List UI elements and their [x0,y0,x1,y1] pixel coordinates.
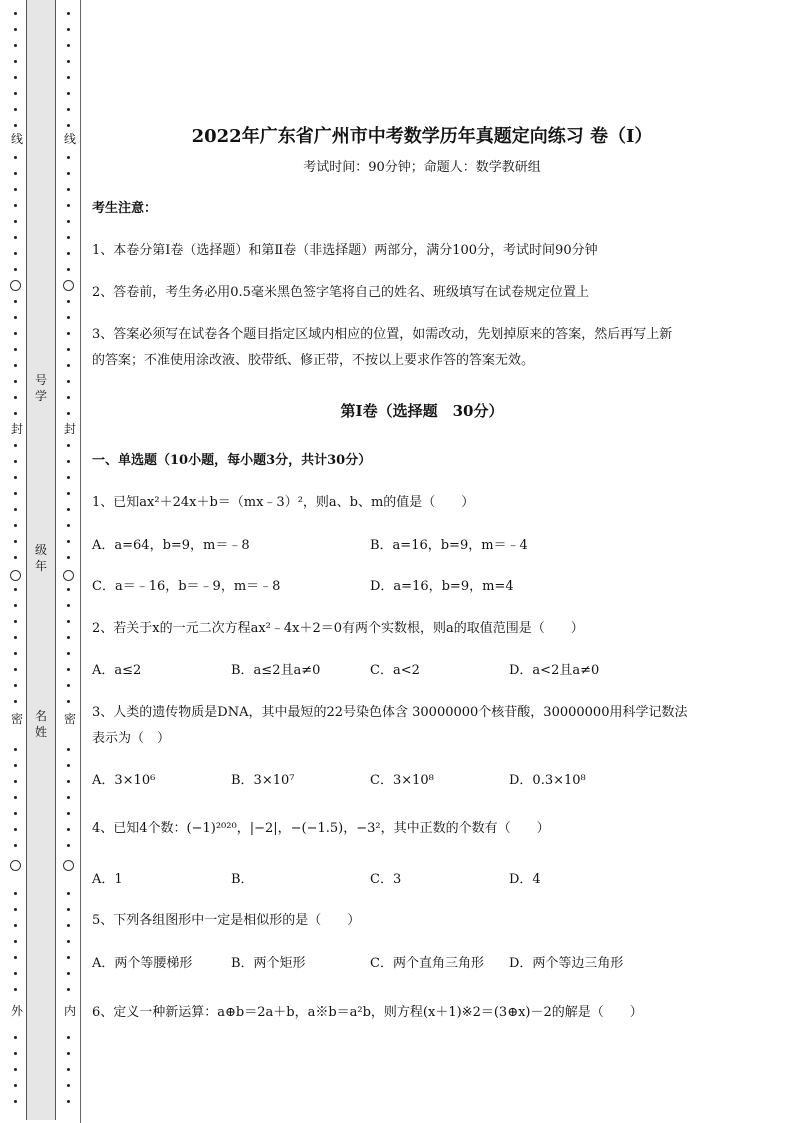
margin-border-line [80,0,81,1123]
margin-dot [14,556,17,559]
margin-dot [67,1100,70,1103]
margin-dot [67,972,70,975]
margin-dot [14,108,17,111]
margin-circle-icon [63,860,74,871]
margin-dot [14,460,17,463]
margin-dot [67,44,70,47]
question-1-option-c[interactable]: C．a＝﹣16，b＝﹣9，m＝﹣8 [92,579,281,594]
margin-dot [14,28,17,31]
question-4-option-d[interactable]: D．4 [509,872,541,887]
question-3-stem: 3、人类的遗传物质是DNA，其中最短的22号染色体含 30000000个核苷酸，30000000用科学记数法 [92,705,688,720]
margin-dot [14,188,17,191]
margin-dot [14,700,17,703]
margin-dot [14,524,17,527]
margin-dot [67,684,70,687]
margin-dot [14,1052,17,1055]
margin-dot [67,956,70,959]
margin-dot [67,188,70,191]
question-3-option-c[interactable]: C．3×10⁸ [370,773,434,788]
margin-dot [67,396,70,399]
question-2-stem: 2、若关于x的一元二次方程ax²﹣4x＋2＝0有两个实数根，则a的取值范围是（ ） [92,621,584,636]
margin-dot [14,380,17,383]
margin-dot [67,460,70,463]
margin-dot [14,252,17,255]
margin-dot [67,332,70,335]
margin-dot [14,364,17,367]
margin-dot [14,204,17,207]
margin-dot [67,268,70,271]
margin-dot [67,492,70,495]
margin-dot [67,1068,70,1071]
question-2-option-d[interactable]: D．a<2且a≠0 [509,663,600,678]
binding-margin-inner [62,0,76,1123]
field-student-number: 号学 [34,373,47,403]
margin-dot [14,1036,17,1039]
question-1-option-b[interactable]: B．a=16，b=9，m＝﹣4 [370,538,528,553]
margin-dot [67,348,70,351]
margin-dot [67,236,70,239]
exam-info: 考试时间：90分钟；命题人：数学教研组 [303,160,541,175]
margin-circle-icon [63,280,74,291]
margin-dot [67,252,70,255]
question-3-option-d[interactable]: D．0.3×10⁸ [509,773,586,788]
margin-dot [67,556,70,559]
notice-item: 1、本卷分第Ⅰ卷（选择题）和第Ⅱ卷（非选择题）两部分，满分100分，考试时间90分钟 [92,243,598,258]
margin-dot [67,524,70,527]
margin-dot [67,700,70,703]
margin-dot [14,924,17,927]
margin-dot [14,652,17,655]
margin-dot [67,1084,70,1087]
margin-dot [67,508,70,511]
margin-dot [14,636,17,639]
margin-dot [14,316,17,319]
margin-dot [14,764,17,767]
margin-dot [67,796,70,799]
question-5-option-d[interactable]: D．两个等边三角形 [509,956,624,971]
margin-dot [67,76,70,79]
notice-item: 2、答卷前，考生务必用0.5毫米黑色签字笔将自己的姓名、班级填写在试卷规定位置上 [92,285,589,300]
question-3-option-a[interactable]: A．3×10⁶ [92,773,156,788]
margin-dot [67,620,70,623]
margin-dot [14,620,17,623]
margin-label: 内 [63,1004,76,1018]
margin-label: 密 [63,712,76,726]
margin-dot [67,812,70,815]
margin-label: 线 [63,132,76,146]
margin-circle-icon [10,570,21,581]
binding-margin-outer [9,0,23,1123]
margin-dot [14,956,17,959]
margin-dot [67,12,70,15]
margin-dot [14,236,17,239]
section-title: 第Ⅰ卷（选择题 30分） [340,402,504,420]
margin-dot [14,396,17,399]
margin-dot [67,604,70,607]
question-4-option-b[interactable]: B． [231,872,254,887]
margin-dot [14,844,17,847]
margin-dot [67,1052,70,1055]
question-2-option-b[interactable]: B．a≤2且a≠0 [231,663,321,678]
margin-dot [14,76,17,79]
margin-label: 外 [10,1004,23,1018]
question-5-option-b[interactable]: B．两个矩形 [231,956,306,971]
margin-dot [14,60,17,63]
margin-dot [14,92,17,95]
margin-dot [67,1036,70,1039]
margin-dot [14,812,17,815]
margin-dot [67,748,70,751]
margin-dot [67,364,70,367]
margin-dot [67,476,70,479]
question-2-option-a[interactable]: A．a≤2 [92,663,142,678]
margin-dot [67,220,70,223]
margin-dot [67,60,70,63]
question-3-stem-cont: 表示为（ ） [92,731,171,746]
margin-dot [67,780,70,783]
margin-dot [14,604,17,607]
question-2-option-c[interactable]: C．a<2 [370,663,420,678]
field-grade: 级年 [34,543,47,573]
question-6-stem: 6、定义一种新运算：a⊕b＝2a＋b，a※b＝a²b，则方程(x＋1)※2＝(3⊕x)－2的解是（ ） [92,1005,643,1020]
margin-dot [67,444,70,447]
margin-dot [67,668,70,671]
margin-dot [67,156,70,159]
margin-circle-icon [10,860,21,871]
margin-dot [14,332,17,335]
margin-dot [14,444,17,447]
margin-dot [67,300,70,303]
student-info-strip [26,0,56,1120]
margin-dot [14,1068,17,1071]
margin-dot [67,124,70,127]
margin-dot [14,684,17,687]
question-1-option-a[interactable]: A．a=64，b=9，m＝﹣8 [92,538,250,553]
margin-dot [67,92,70,95]
margin-dot [14,796,17,799]
margin-label: 密 [10,712,23,726]
margin-dot [14,12,17,15]
margin-circle-icon [63,570,74,581]
margin-dot [14,972,17,975]
margin-dot [14,220,17,223]
margin-dot [67,652,70,655]
margin-dot [67,28,70,31]
field-name: 名姓 [34,709,47,739]
margin-dot [14,348,17,351]
margin-dot [14,1100,17,1103]
notice-item: 的答案；不准使用涂改液、胶带纸、修正带，不按以上要求作答的答案无效。 [92,353,535,368]
margin-dot [67,988,70,991]
question-1-stem: 1、已知ax²＋24x＋b＝（mx﹣3）²，则a、b、m的值是（ ） [92,495,475,510]
margin-circle-icon [10,280,21,291]
margin-dot [14,780,17,783]
question-3-option-b[interactable]: B．3×10⁷ [231,773,295,788]
margin-dot [14,892,17,895]
question-4-stem: 4、已知4个数：(−1)²⁰²⁰，|−2|，−(−1.5)，−3²，其中正数的个数有（ ） [92,821,550,836]
margin-dot [14,172,17,175]
margin-dot [67,204,70,207]
margin-dot [14,44,17,47]
margin-dot [14,940,17,943]
margin-dot [67,844,70,847]
margin-dot [67,764,70,767]
question-5-option-a[interactable]: A．两个等腰梯形 [92,956,193,971]
margin-dot [14,508,17,511]
margin-dot [67,892,70,895]
margin-dot [14,988,17,991]
margin-dot [14,124,17,127]
question-4-option-a[interactable]: A．1 [92,872,123,887]
margin-dot [14,908,17,911]
question-5-stem: 5、下列各组图形中一定是相似形的是（ ） [92,913,361,928]
page-title: 2022年广东省广州市中考数学历年真题定向练习 卷（Ⅰ） [191,126,653,147]
notice-item: 3、答案必须写在试卷各个题目指定区域内相应的位置，如需改动，先划掉原来的答案，然后再写上新 [92,327,673,342]
margin-label: 封 [63,422,76,436]
margin-dot [67,588,70,591]
margin-dot [14,300,17,303]
margin-dot [14,668,17,671]
margin-dot [14,588,17,591]
margin-label: 线 [10,132,23,146]
margin-dot [67,940,70,943]
margin-dot [14,748,17,751]
margin-dot [67,540,70,543]
part-title: 一、单选题（10小题，每小题3分，共计30分） [92,453,372,468]
margin-dot [14,1084,17,1087]
question-4-option-c[interactable]: C．3 [370,872,402,887]
margin-dot [67,924,70,927]
margin-dot [67,908,70,911]
margin-dot [14,268,17,271]
margin-dot [14,156,17,159]
question-1-option-d[interactable]: D．a=16，b=9，m=4 [370,579,514,594]
margin-dot [67,828,70,831]
margin-dot [14,540,17,543]
margin-dot [67,412,70,415]
margin-dot [67,380,70,383]
margin-dot [14,412,17,415]
margin-dot [67,636,70,639]
margin-dot [67,172,70,175]
notice-heading: 考生注意： [92,201,158,216]
margin-label: 封 [10,422,23,436]
margin-dot [14,476,17,479]
margin-dot [67,108,70,111]
question-5-option-c[interactable]: C．两个直角三角形 [370,956,484,971]
margin-dot [67,316,70,319]
margin-dot [14,492,17,495]
margin-dot [14,828,17,831]
